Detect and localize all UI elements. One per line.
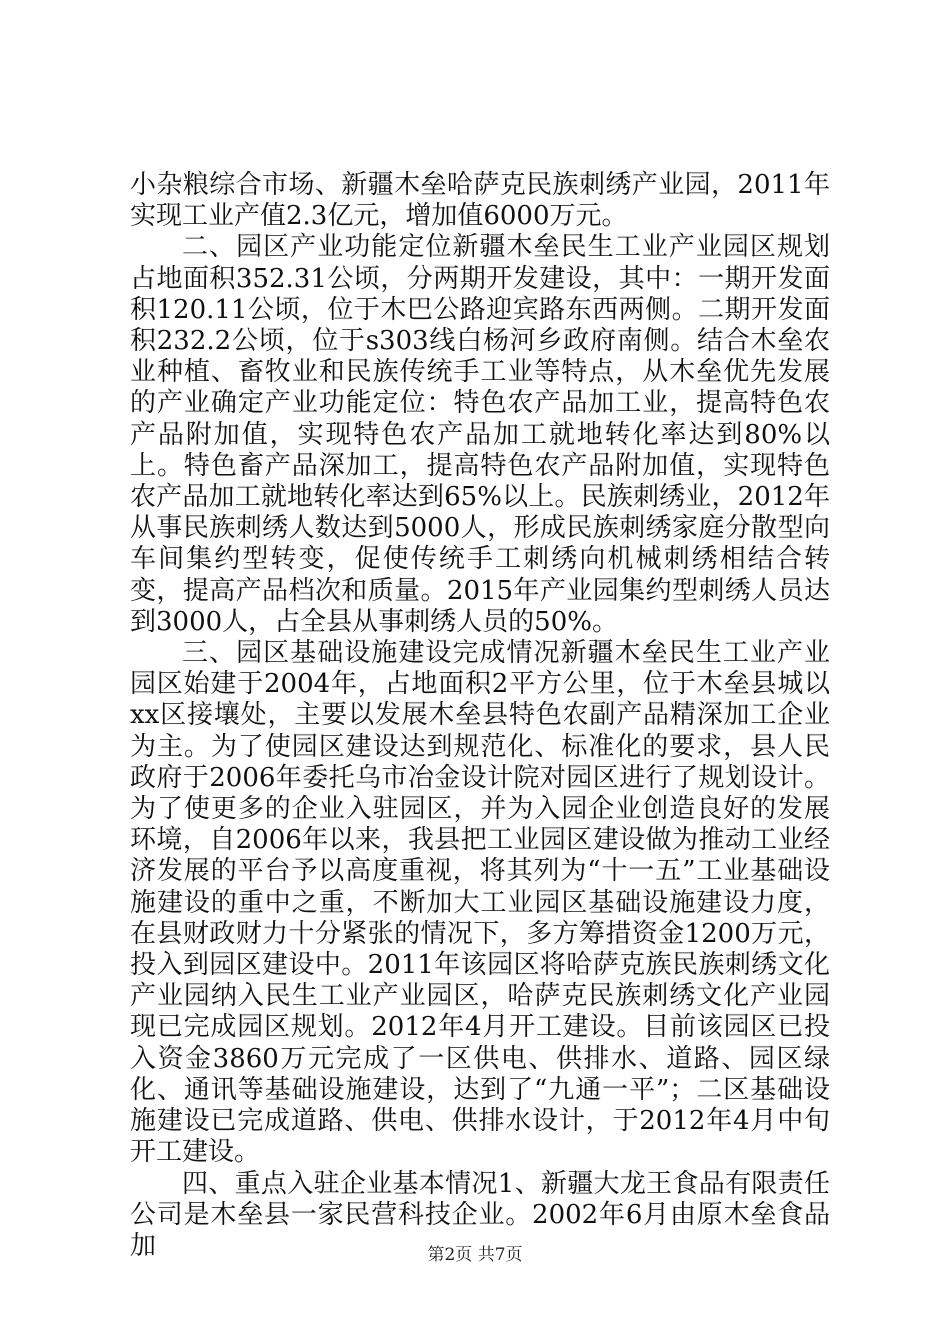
paragraph-section-4: 四、重点入驻企业基本情况1、新疆大龙王食品有限责任公司是木垒县一家民营科技企业。2002年6月由原木垒食品加 [130, 1168, 830, 1261]
paragraph-section-3: 三、园区基础设施建设完成情况新疆木垒民生工业产业园区始建于2004年，占地面积2平方公里，位于木垒县城以xx区接壤处，主要以发展木垒县特色农副产品精深加工企业为主。为了使园区建设达到规范化、标准化的要求，县人民政府于2006年委托乌市冶金设计院对园区进行了规划设计。为了使更多的企业入驻园区，并为入园企业创造良好的发展环境，自2006年以来，我县把工业园区建设做为推动工业经济发展的平台予以高度重视，将其列为“十一五”工业基础设施建设的重中之重，不断加大工业园区基础设施建设力度，在县财政财力十分紧张的情况下，多方筹措资金1200万元，投入到园区建设中。2011年该园区将哈萨克族民族刺绣文化产业园纳入民生工业产业园区，哈萨克民族刺绣文化产业园现已完成园区规划。2012年4月开工建设。目前该园区已投入资金3860万元完成了一区供电、供排水、道路、园区绿化、通讯等基础设施建设，达到了“九通一平”；二区基础设施建设已完成道路、供电、供排水设计，于2012年4月中旬开工建设。 [130, 638, 830, 1168]
page-number-footer: 第2页 共7页 [427, 1245, 523, 1265]
document-body [130, 170, 830, 1262]
paragraph-section-2: 二、园区产业功能定位新疆木垒民生工业产业园区规划占地面积352.31公顷，分两期开发建设，其中：一期开发面积120.11公顷，位于木巴公路迎宾路东西两侧。二期开发面积232.2公顷，位于s303线白杨河乡政府南侧。结合木垒农业种植、畜牧业和民族传统手工业等特点，从木垒优先发展的产业确定产业功能定位：特色农产品加工业，提高特色农产品附加值，实现特色农产品加工就地转化率达到80%以上。特色畜产品深加工，提高特色农产品附加值，实现特色农产品加工就地转化率达到65%以上。民族刺绣业，2012年从事民族刺绣人数达到5000人，形成民族刺绣家庭分散型向车间集约型转变，促使传统手工刺绣向机械刺绣相结合转变，提高产品档次和质量。2015年产业园集约型刺绣人员达到3000人，占全县从事刺绣人员的50%。 [130, 232, 830, 637]
paragraph-continuation: 小杂粮综合市场、新疆木垒哈萨克民族刺绣产业园，2011年实现工业产值2.3亿元，增加值6000万元。 [130, 170, 830, 232]
